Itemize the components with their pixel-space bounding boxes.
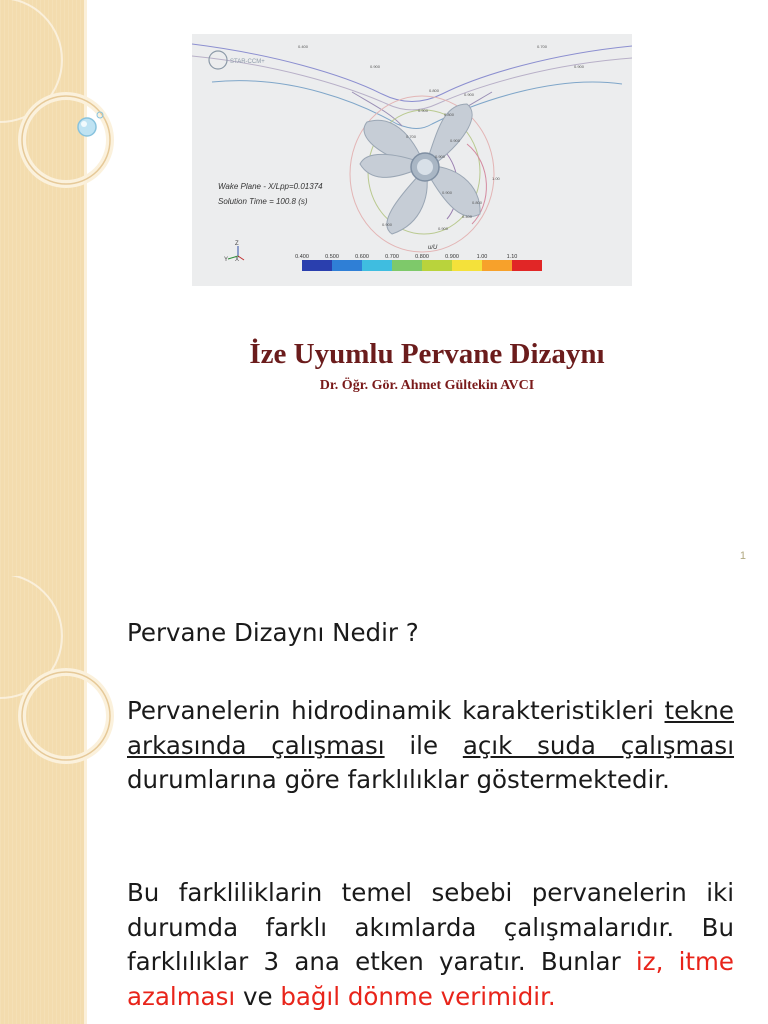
paragraph-1 <box>127 694 734 798</box>
contour-value-label: 0.800 <box>444 112 455 117</box>
contour-value-label: 0.400 <box>298 44 309 49</box>
para2-text-2: ve <box>235 981 281 1011</box>
para2-highlight-1: iz, itme azalması <box>127 947 734 1011</box>
slide-title: İze Uyumlu Pervane Dizaynı <box>249 338 605 370</box>
colorbar-segment <box>392 260 422 271</box>
contour-value-label: 0.800 <box>472 200 483 205</box>
colorbar-segment <box>452 260 482 271</box>
colorbar-tick-label: 0.700 <box>385 254 399 260</box>
wake-plane-label: Wake Plane - X/Lpp=0.01374 <box>218 182 323 191</box>
para1-underlined-2: açık suda çalışması <box>462 730 735 760</box>
colorbar-tick-label: 1.10 <box>506 254 518 260</box>
slide-2 <box>0 576 768 1024</box>
para1-underlined-1: tekne arkasında çalışması <box>127 696 734 760</box>
contour-value-label: 0.900 <box>370 64 381 69</box>
colorbar-tick-label: 0.400 <box>295 254 309 260</box>
contour-value-label: 0.900 <box>382 222 393 227</box>
contour-value-label: 0.900 <box>464 92 475 97</box>
contour-value-label: 0.400 <box>462 214 473 219</box>
colorbar-segment <box>302 260 332 271</box>
para1-text-1: Pervanelerin hidrodinamik karakteristikleri <box>127 696 665 725</box>
colorbar-segment <box>482 260 512 271</box>
contour-value-label: 0.700 <box>406 134 417 139</box>
paragraph-2 <box>127 876 734 1014</box>
colorbar-segment <box>512 260 542 271</box>
decorative-circles <box>0 0 120 576</box>
logo-text: STAR-CCM+ <box>230 59 265 65</box>
axis-y-label: Y <box>224 257 229 263</box>
section-heading: Pervane Dizaynı Nedir ? <box>127 618 419 647</box>
axis-z-label: Z <box>235 241 239 247</box>
colorbar-tick-label: 0.900 <box>445 254 459 260</box>
axis-x-label: X <box>235 257 240 263</box>
decorative-circles <box>0 576 120 1024</box>
contour-value-label: 0.700 <box>537 44 548 49</box>
contour-value-label: 0.800 <box>429 88 440 93</box>
contour-value-label: 1.00 <box>492 176 500 181</box>
para2-text-1: Bu farkliliklarin temel sebebi pervanelerin iki durumda farklı akımlarda çalışmalarıdır. Bu farklılıklar 3 ana etken yaratır. Bunlar <box>127 878 734 976</box>
colorbar-tick-label: 1.00 <box>476 254 488 260</box>
colorbar-segment <box>332 260 362 271</box>
page-number: 1 <box>739 550 746 562</box>
colorbar-tick-label: 0.500 <box>325 254 339 260</box>
contour-value-label: 0.900 <box>450 138 461 143</box>
colorbar-segment <box>422 260 452 271</box>
slide-subtitle: Dr. Öğr. Gör. Ahmet Gültekin AVCI <box>319 378 535 393</box>
contour-value-label: 0.900 <box>435 154 446 159</box>
para1-text-2: ile <box>384 730 463 760</box>
para1-text-3: durumlarına göre farklılıklar göstermektedir. <box>127 765 670 794</box>
contour-value-label: 0.900 <box>418 108 429 113</box>
colorbar-tick-label: 0.600 <box>355 254 369 260</box>
colorbar-label: u/U <box>428 245 438 251</box>
colorbar-segment <box>362 260 392 271</box>
para2-highlight-2: bağıl dönme verimidir. <box>280 981 556 1011</box>
solution-time-label: Solution Time = 100.8 (s) <box>218 197 308 206</box>
contour-value-label: 0.900 <box>442 190 453 195</box>
contour-value-label: 0.900 <box>574 64 585 69</box>
colorbar-tick-label: 0.800 <box>415 254 429 260</box>
contour-value-label: 0.900 <box>438 226 449 231</box>
wake-field-figure <box>192 34 632 286</box>
